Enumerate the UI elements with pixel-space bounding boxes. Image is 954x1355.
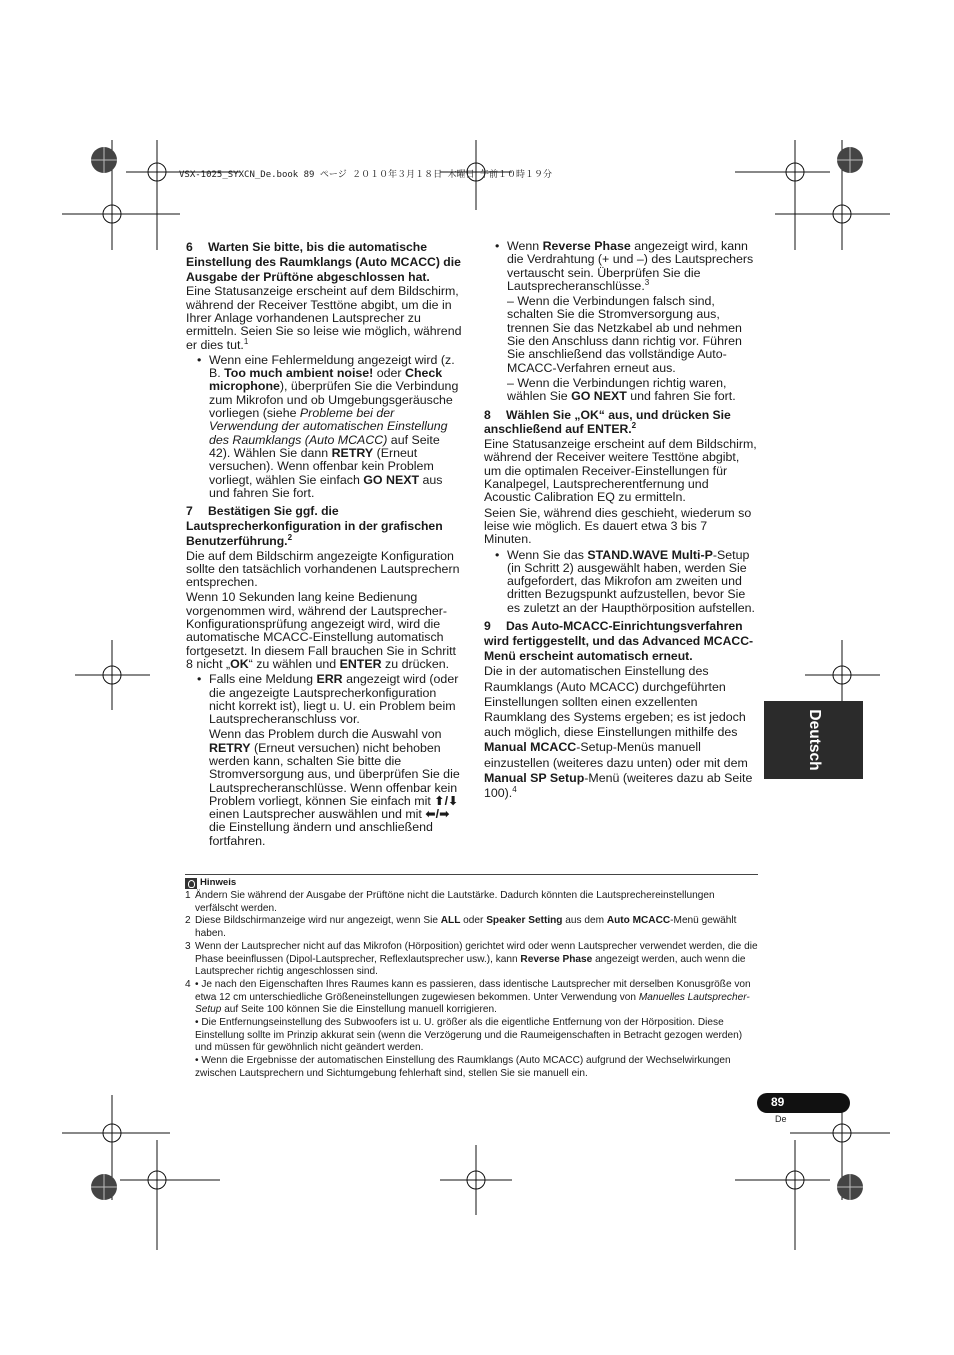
language-side-tab [764,701,863,779]
footnote-2: 2 Diese Bildschirmanzeige wird nur angezeigt, wenn Sie ALL oder Speaker Setting aus dem Auto MCACC-Menü gewählt haben. [185,915,737,940]
step-7-heading: 7 Bestätigen Sie ggf. die Lautsprecherkonfiguration in der grafischen Benutzerführung.$^2$ [186,504,443,548]
left-right-arrow-icon: ⬅/➡ [425,807,450,822]
left-column [186,240,462,850]
up-down-arrow-icon: ⬆/⬇ [434,793,459,808]
page-number-badge: 89 [757,1093,850,1113]
step-8-paragraph-2: Seien Sie, während dies geschieht, wiederum so leise wie möglich. Es dauert etwa 3 bis 7 Minuten. [484,505,752,547]
notes-divider [185,874,758,875]
page-language-code: De [775,1114,787,1124]
step-6-bullet: • Wenn eine Fehlermeldung angezeigt wird (z. B. Too much ambient noise! oder Check microphone), überprüfen Sie die Verbindung zum Mikrofon und ob Umgebungsgeräusche vorliegen (siehe Probleme bei der Verwendung der automatischen Einstellung des Raumklangs (Auto MCACC) auf Seite 42). Wählen Sie dann RETRY (Erneut versuchen). Wenn offenbar kein Problem vorliegt, wählen Sie einfach GO NEXT aus und fahren Sie fort. [186,354,462,500]
step-8-paragraph-1: Eine Statusanzeige erscheint auf dem Bildschirm, während der Receiver weitere Testtöne abgibt, um die optimalen Receiver-Einstellungen für Kanalpegel, Lautsprecherentfernung und Acoustic Calibration EQ zu ermitteln. [484,437,757,505]
footnote-1: 1 Ändern Sie während der Ausgabe der Prüftöne nicht die Lautstärke. Dadurch könnten die Lautsprechereinstellungen verfälscht werden. [185,890,715,914]
step-8-bullet: • Wenn Sie das STAND.WAVE Multi-P-Setup (in Schritt 2) ausgewählt haben, werden Sie aufgefordert, das Mikrofon am zweiten und dritten Bezugspunkt aufzustellen, bevor Sie es zuletzt an der Haupthörposition aufstellen. [484,549,758,615]
step-6-heading: 6 Warten Sie bitte, bis die automatische Einstellung des Raumklangs (Auto MCACC) die Ausgabe der Prüftöne abgeschlossen hat. [186,240,461,284]
step-9-paragraph: Die in der automatischen Einstellung des Raumklangs (Auto MCACC) durchgeführten Einstellungen sollten einen exzellenten Raumklang des Systems ergeben; es ist jedoch auch möglich, diese Einstellungen mithilfe des Manual MCACC-Setup-Menüs manuell einzustellen (weiteres dazu unten) oder mit dem Manual SP Setup-Menü (weiteres dazu ab Seite 100).$^4$ [484,664,753,801]
step-6-paragraph: Eine Statusanzeige erscheint auf dem Bildschirm, während der Receiver Testtöne abgibt, um die in Ihrer Anlage vorhandenen Lautsprecher zu ermitteln. Seien Sie so leise wie möglich, während er dies tut.$^1$ [186,284,462,352]
language-side-tab-label: Deutsch [805,709,823,771]
footnote-4: 4 • Je nach den Eigenschaften Ihres Raumes kann es passieren, dass identische Lautsprecher mit derselben Konusgröße von etwa 12 cm unterschiedliche Größeneinstellungen zugewiesen bekommen. Unter Verwendung von Manuelles Lautsprecher-Setup auf Seite 100 können Sie die Einstellung manuell korrigieren. • Die Entfernungseinstellung des Subwoofers ist u. U. größer als die eigentliche Entfernung von der Hörposition. Diese Einstellung sollte im Prinzip akkurat sein (wenn die Verzögerung und die Raumeigenschaften in Betracht gezogen werden) und müssen für gewöhnlich nicht geändert werden. • Wenn die Ergebnisse der automatischen Einstellung des Raumklangs (Auto MCACC) aufgrund der Wechselwirkungen zwischen Lautsprechern und Sichtumgebung fehlerhaft sind, stellen Sie sie manuell ein. [185,978,751,1079]
step-7-paragraph-2: Wenn 10 Sekunden lang keine Bedienung vorgenommen wird, während der Lautsprecher-Konfigurationsprüfung angezeigt wird, wird die automatische MCACC-Einstellung automatisch fortgesetzt. In diesem Fall brauchen Sie in Schritt 8 nicht „OK“ zu wählen und ENTER zu drücken. [186,590,456,671]
notes-heading: Hinweis [185,877,758,890]
step-7-bullet: • Falls eine Meldung ERR angezeigt wird (oder die angezeigte Lautsprecherkonfiguration nicht korrekt ist), liegt u. U. ein Problem beim Lautsprecheranschluss vor. Wenn das Problem durch die Auswahl von RETRY (Erneut versuchen) nicht behoben werden kann, schalten Sie bitte die Stromversorgung aus, und überprüfen Sie die Lautsprecheranschlüsse. Wenn offenbar kein Problem vorliegt, können Sie einfach mit ⬆/⬇ einen Lautsprecher auswählen und mit ⬅/➡ die Einstellung ändern und anschließend fortfahren. [186,673,462,848]
note-icon [185,878,197,889]
step-7-paragraph-1: Die auf dem Bildschirm angezeigte Konfiguration sollte den tatsächlich vorhandenen Lautsprechern entsprechen. [186,548,460,590]
step-8-heading: 8 Wählen Sie „OK“ aus, und drücken Sie anschließend auf ENTER.$^2$ [484,407,731,437]
footnote-3: 3 Wenn der Lautsprecher nicht auf das Mikrofon (Hörposition) gerichtet wird oder wenn Lautsprecher verwendet werden, die die Phase beeinflussen (Dipol-Lautsprecher, Reflexlautsprecher usw.), kann Reverse Phase angezeigt werden, auch wenn die Lautsprecher richtig angeschlossen sind. [185,940,758,978]
right-column [484,240,758,803]
reverse-phase-bullet: • Wenn Reverse Phase angezeigt wird, kann die Verdrahtung (+ und –) des Lautsprechers vertauscht sein. Überprüfen Sie die Lautsprecheranschlüsse.$^3$ – Wenn die Verbindungen falsch sind, schalten Sie die Stromversorgung aus, trennen Sie das Netzkabel ab und nehmen Sie den Anschluss dann richtig vor. Führen Sie anschließend das vollständige Auto-MCACC-Verfahren erneut aus. – Wenn die Verbindungen richtig waren, wählen Sie GO NEXT und fahren Sie fort. [484,240,758,404]
print-header: VSX-1025_SYXCN_De.book 89 ページ ２０１０年３月１８日 木曜日 午前１０時１９分 [179,170,552,180]
notes-section [185,874,758,1081]
step-9-heading: 9 Das Auto-MCACC-Einrichtungsverfahren wird fertiggestellt, und das Advanced MCACC-Menü erscheint automatisch erneut. [484,619,754,663]
